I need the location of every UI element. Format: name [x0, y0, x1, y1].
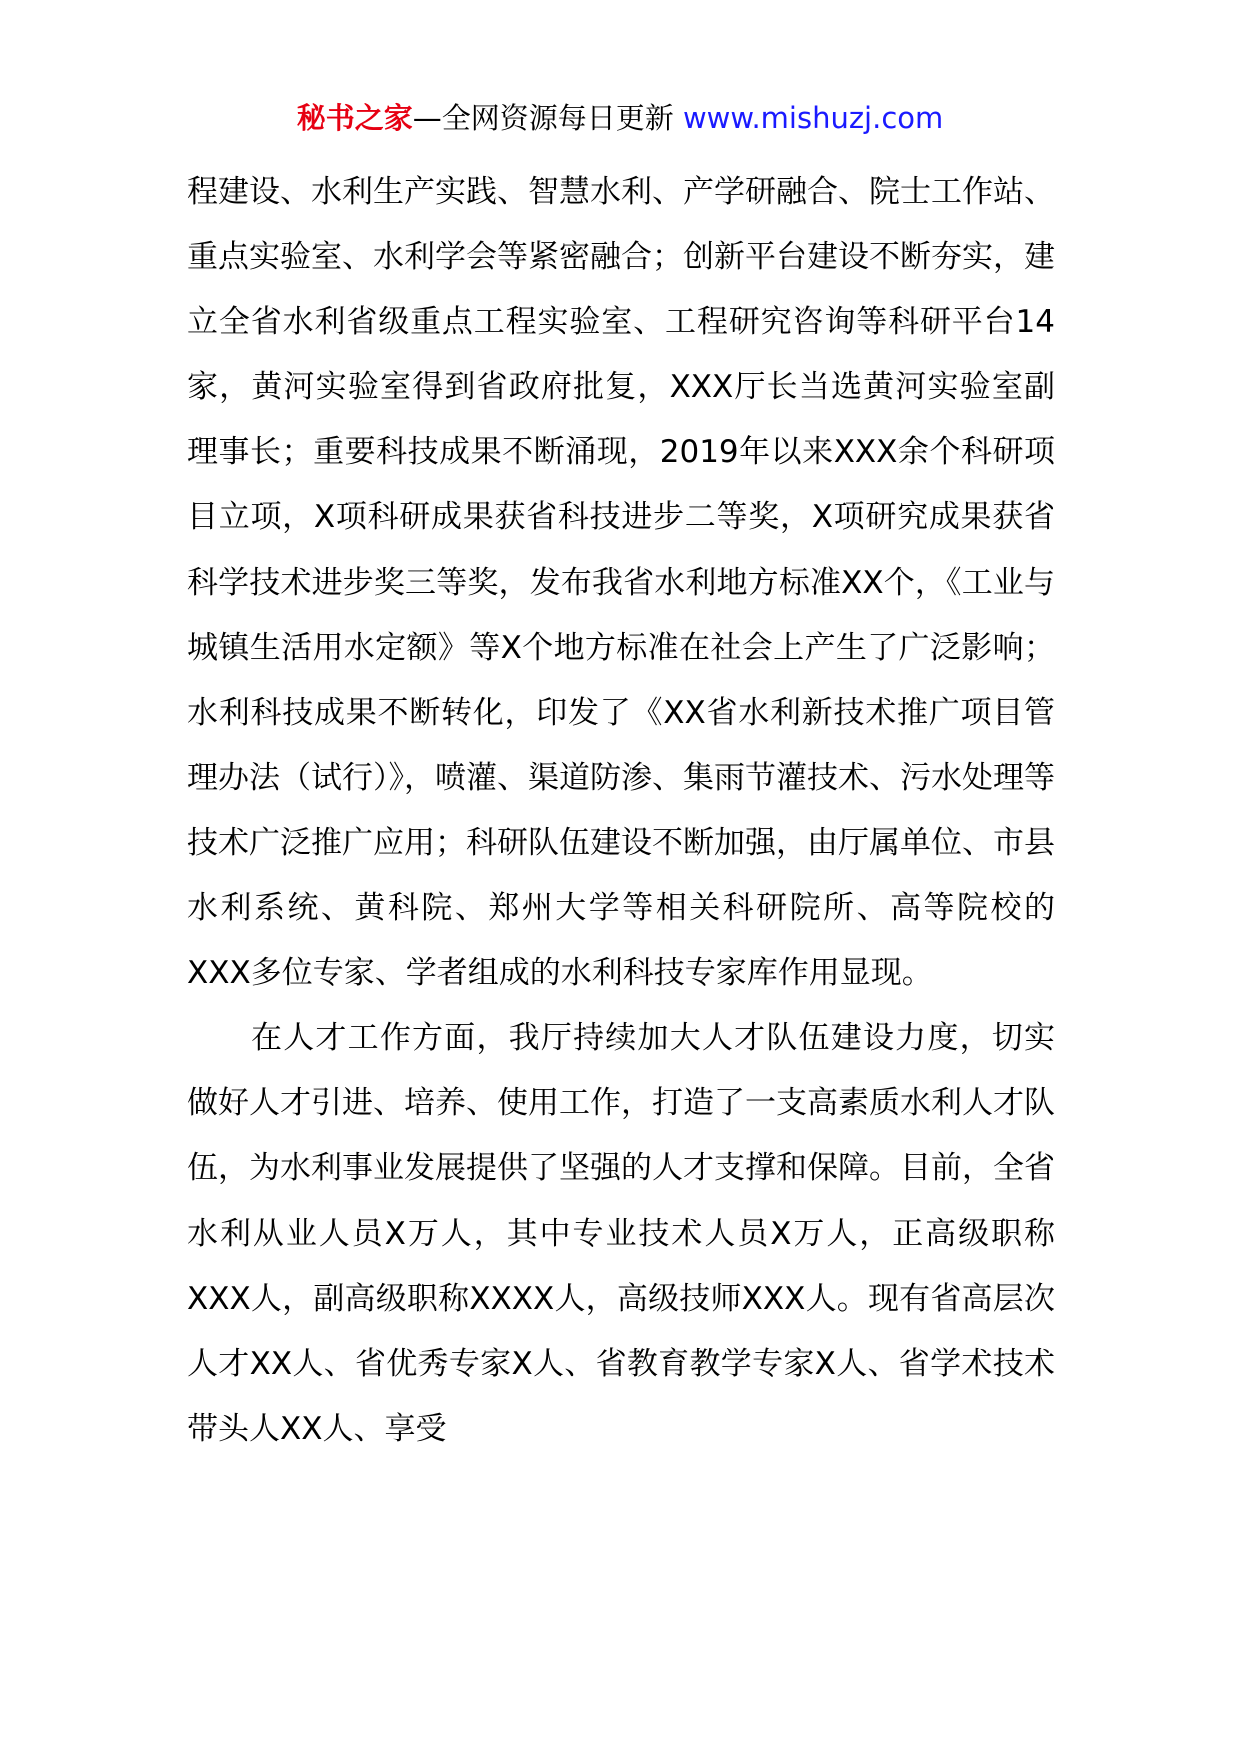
document-body: [187, 160, 1055, 1462]
website-link[interactable]: www.mishuzj.com: [682, 101, 944, 135]
page-header: [0, 98, 1240, 138]
paragraph-2: 在人才工作方面，我厅持续加大人才队伍建设力度，切实做好人才引进、培养、使用工作，打造了一支高素质水利人才队伍，为水利事业发展提供了坚强的人才支撑和保障。目前，全省水利从业人员X万人，其中专业技术人员X万人，正高级职称XXX人，副高级职称XXXX人，高级技师XXX人。现有省高层次人才XX人、省优秀专家X人、省教育教学专家X人、省学术技术带头人XX人、享受: [187, 1020, 1055, 1447]
brand-name: 秘书之家: [296, 101, 413, 135]
paragraph-1: 程建设、水利生产实践、智慧水利、产学研融合、院士工作站、重点实验室、水利学会等紧密融合；创新平台建设不断夯实，建立全省水利省级重点工程实验室、工程研究咨询等科研平台14家，黄河实验室得到省政府批复，XXX厅长当选黄河实验室副理事长；重要科技成果不断涌现，2019年以来XXX余个科研项目立项，X项科研成果获省科技进步二等奖，X项研究成果获省科学技术进步奖三等奖，发布我省水利地方标准XX个，《工业与城镇生活用水定额》等X个地方标准在社会上产生了广泛影响；水利科技成果不断转化，印发了《XX省水利新技术推广项目管理办法（试行）》，喷灌、渠道防渗、集雨节灌技术、污水处理等技术广泛推广应用；科研队伍建设不断加强，由厅属单位、市县水利系统、黄科院、郑州大学等相关科研院所、高等院校的XXX多位专家、学者组成的水利科技专家库作用显现。: [187, 174, 1055, 992]
header-tagline: —全网资源每日更新: [412, 101, 674, 135]
